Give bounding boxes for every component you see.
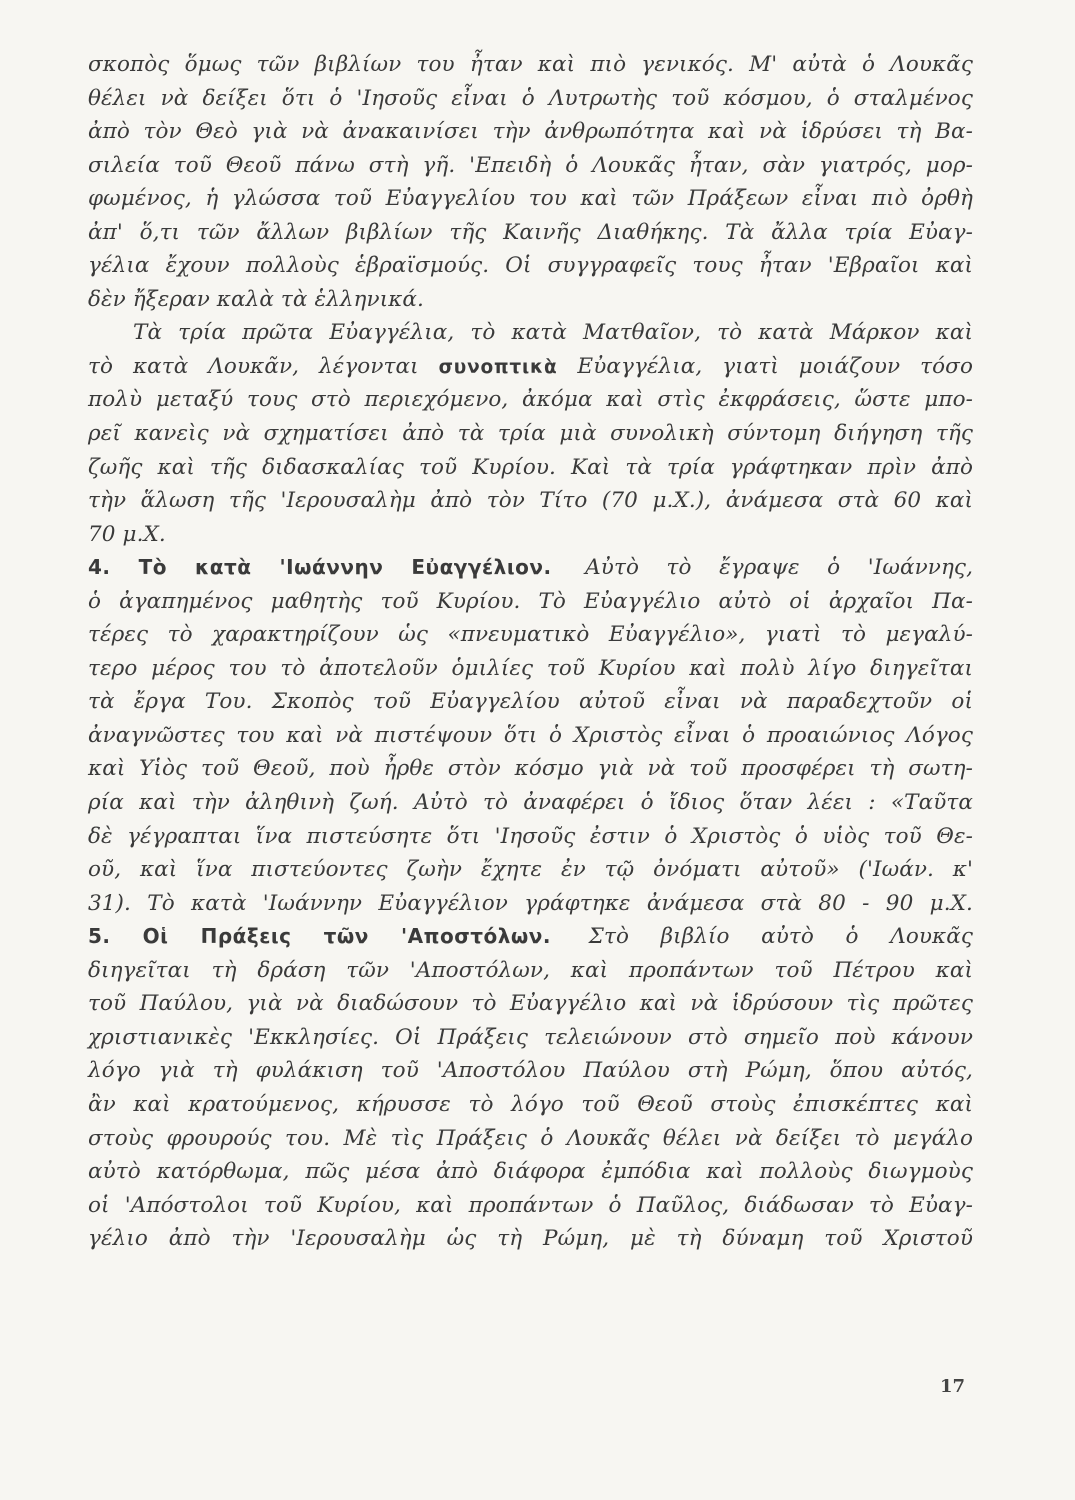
text-line: σκοπὸς ὅμως τῶν βιβλίων του ἦταν καὶ πιὸ γενικός. Μ' αὐτὰ ὁ Λουκᾶς: [88, 52, 973, 77]
text-line: λόγο γιὰ τὴ φυλάκιση τοῦ 'Αποστόλου Παύλου στὴ Ρώμη, ὅπου αὐτός,: [88, 1058, 973, 1084]
text-fragment: Στὸ βιβλίο αὐτὸ ὁ Λουκᾶς: [588, 924, 974, 950]
text-line: πολὺ μεταξύ τους στὸ περιεχόμενο, ἀκόμα καὶ στὶς ἐκφράσεις, ὥστε μπο-: [88, 387, 973, 413]
text-line: δὲ γέγραπται ἵνα πιστεύσητε ὅτι 'Ιησοῦς ἐστιν ὁ Χριστὸς ὁ υἱὸς τοῦ Θε-: [88, 823, 973, 849]
text-line: διηγεῖται τὴ δράση τῶν 'Αποστόλων, καὶ προπάντων τοῦ Πέτρου καὶ: [88, 957, 973, 983]
text-line: τέρες τὸ χαρακτηρίζουν ὡς «πνευματικὸ Εὐαγγέλιο», γιατὶ τὸ μεγαλύ-: [88, 622, 973, 648]
text-line: ἀπ' ὅ,τι τῶν ἄλλων βιβλίων τῆς Καινῆς Διαθήκης. Τὰ ἄλλα τρία Εὐαγ-: [88, 219, 973, 245]
text-line: αὐτὸ κατόρθωμα, πῶς μέσα ἀπὸ διάφορα ἐμπόδια καὶ πολλοὺς διωγμοὺς: [88, 1159, 973, 1185]
text-fragment: τὸ κατὰ Λουκᾶν, λέγονται: [88, 353, 419, 379]
text-line: ὁ ἀγαπημένος μαθητὴς τοῦ Κυρίου. Τὸ Εὐαγγέλιο αὐτὸ οἱ ἀρχαῖοι Πα-: [88, 588, 973, 614]
text-line: σιλεία τοῦ Θεοῦ πάνω στὴ γῆ. 'Επειδὴ ὁ Λουκᾶς ἦταν, σὰν γιατρός, μορ-: [88, 152, 973, 178]
text-line: φωμένος, ἡ γλώσσα τοῦ Εὐαγγελίου του καὶ τῶν Πράξεων εἶναι πιὸ ὀρθὴ: [88, 186, 973, 212]
text-line: ζωῆς καὶ τῆς διδασκαλίας τοῦ Κυρίου. Καὶ τὰ τρία γράφτηκαν πρὶν ἀπὸ: [88, 454, 973, 480]
text-line: δὲν ἤξεραν καλὰ τὰ ἑλληνικά.: [88, 286, 424, 312]
section-5-heading: 5. Οἱ Πράξεις τῶν 'Αποστόλων.: [88, 924, 552, 949]
text-line: τὰ ἔργα Του. Σκοπὸς τοῦ Εὐαγγελίου αὐτοῦ εἶναι νὰ παραδεχτοῦν οἱ: [88, 689, 973, 715]
text-line: θέλει νὰ δείξει ὅτι ὁ 'Ιησοῦς εἶναι ὁ Λυτρωτὴς τοῦ κόσμου, ὁ σταλμένος: [88, 85, 973, 111]
text-line: γέλιο ἀπὸ τὴν 'Ιερουσαλὴμ ὡς τὴ Ρώμη, μὲ τὴ δύναμη τοῦ Χριστοῦ: [88, 1226, 973, 1252]
text-line: ρεῖ κανεὶς νὰ σχηματίσει ἀπὸ τὰ τρία μιὰ συνολικὴ σύντομη διήγηση τῆς: [88, 421, 973, 447]
text-line: τοῦ Παύλου, γιὰ νὰ διαδώσουν τὸ Εὐαγγέλιο καὶ νὰ ἱδρύσουν τὶς πρῶτες: [88, 991, 973, 1017]
section-5-first-line: [88, 920, 973, 954]
text-line: ἂν καὶ κρατούμενος, κήρυσσε τὸ λόγο τοῦ Θεοῦ στοὺς ἐπισκέπτες καὶ: [88, 1091, 973, 1117]
term-synoptic: συνοπτικὰ: [438, 356, 558, 378]
text-line: καὶ Υἱὸς τοῦ Θεοῦ, ποὺ ἦρθε στὸν κόσμο γιὰ νὰ τοῦ προσφέρει τὴ σωτη-: [88, 756, 973, 782]
text-line: 31). Τὸ κατὰ 'Ιωάννην Εὐαγγέλιον γράφτηκε ἀνάμεσα στὰ 80 - 90 μ.Χ.: [88, 890, 973, 916]
text-line: οἱ 'Απόστολοι τοῦ Κυρίου, καὶ προπάντων ὁ Παῦλος, διάδωσαν τὸ Εὐαγ-: [88, 1192, 973, 1218]
text-line: χριστιανικὲς 'Εκκλησίες. Οἱ Πράξεις τελειώνουν στὸ σημεῖο ποὺ κάνουν: [88, 1024, 973, 1050]
text-line: γέλια ἔχουν πολλοὺς ἑβραϊσμούς. Οἱ συγγραφεῖς τους ἦταν 'Εβραῖοι καὶ: [88, 253, 973, 279]
text-line: 70 μ.Χ.: [88, 521, 166, 547]
page-number: 17: [940, 1376, 966, 1397]
section-4-first-line: [88, 551, 973, 585]
text-fragment: Εὐαγγέλια, γιατὶ μοιάζουν τόσο: [577, 353, 973, 379]
text-line: τὴν ἅλωση τῆς 'Ιερουσαλὴμ ἀπὸ τὸν Τίτο (70 μ.Χ.), ἀνάμεσα στὰ 60 καὶ: [88, 488, 973, 514]
text-line: οῦ, καὶ ἵνα πιστεύοντες ζωὴν ἔχητε ἐν τῷ ὀνόματι αὐτοῦ» ('Ιωάν. κ': [88, 857, 973, 883]
text-line: Τὰ τρία πρῶτα Εὐαγγέλια, τὸ κατὰ Ματθαῖον, τὸ κατὰ Μάρκον καὶ: [133, 320, 973, 346]
text-line: ἀναγνῶστες του καὶ νὰ πιστέψουν ὅτι ὁ Χριστὸς εἶναι ὁ προαιώνιος Λόγος: [88, 722, 973, 748]
section-4-heading: 4. Τὸ κατὰ 'Ιωάννην Εὐαγγέλιον.: [88, 555, 552, 580]
body-text: [88, 48, 973, 1256]
text-line: ρία καὶ τὴν ἀληθινὴ ζωή. Αὐτὸ τὸ ἀναφέρει ὁ ἴδιος ὅταν λέει : «Ταῦτα: [88, 790, 973, 816]
text-fragment: Αὐτὸ τὸ ἔγραψε ὁ 'Ιωάννης,: [585, 555, 974, 581]
text-line: ἀπὸ τὸν Θεὸ γιὰ νὰ ἀνακαινίσει τὴν ἀνθρωπότητα καὶ νὰ ἱδρύσει τὴ Βα-: [88, 119, 973, 145]
text-line: στοὺς φρουρούς του. Μὲ τὶς Πράξεις ὁ Λουκᾶς θέλει νὰ δείξει τὸ μεγάλο: [88, 1125, 973, 1151]
text-line: τερο μέρος του τὸ ἀποτελοῦν ὁμιλίες τοῦ Κυρίου καὶ πολὺ λίγο διηγεῖται: [88, 655, 973, 681]
text-line: [88, 350, 973, 384]
